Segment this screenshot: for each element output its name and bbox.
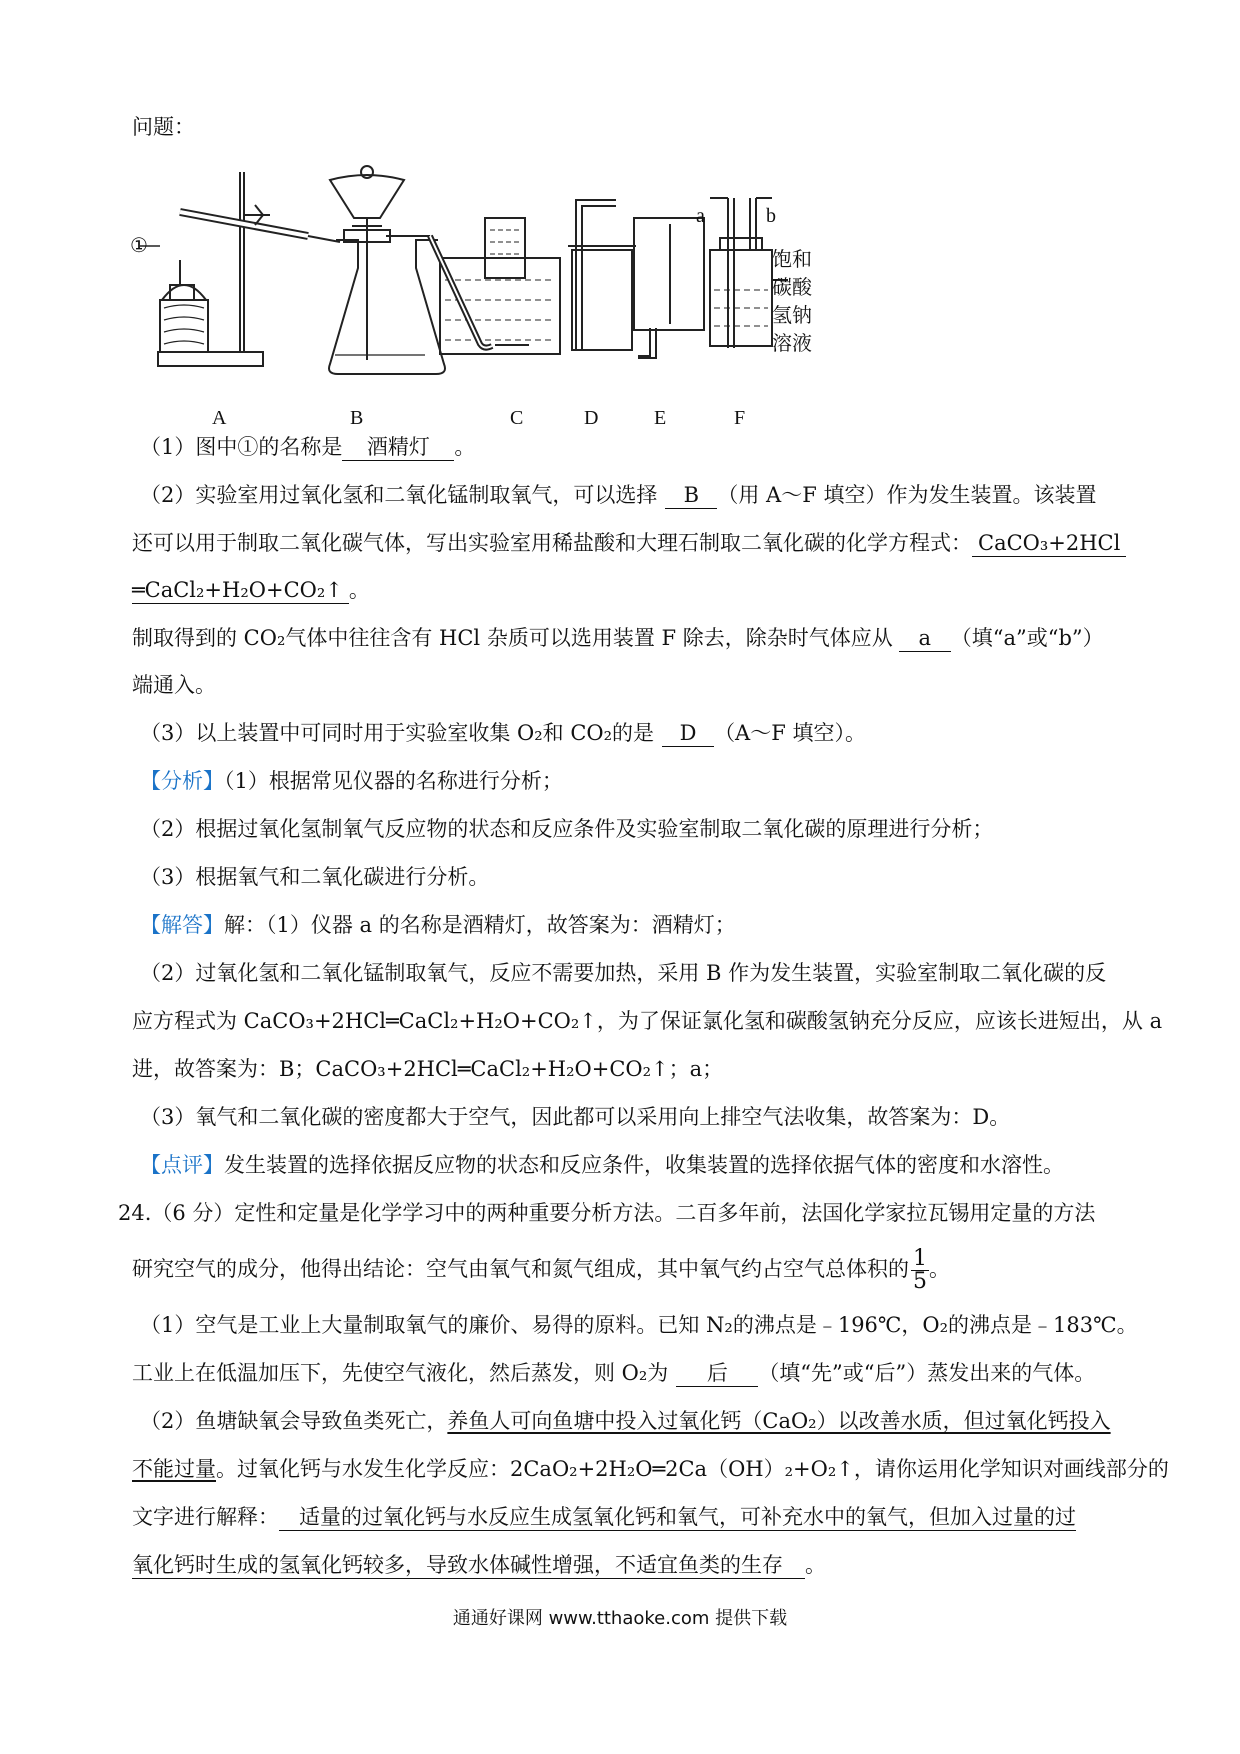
q2-answer-3: ═CaCl₂+H₂O+CO₂↑ (132, 577, 349, 604)
apparatus-a (140, 172, 340, 366)
analysis-line-3: （3）根据氧气和二氧化碳进行分析。 (140, 865, 490, 889)
q24-p2-line-3: 文字进行解释： 适量的过氧化钙与水反应生成氢氧化钙和氧气，可补充水中的氧气，但加入过量的过 (132, 1505, 1076, 1529)
q1-answer: 酒精灯 (342, 434, 454, 461)
port-a-label: a (696, 205, 705, 227)
q3-answer: D (662, 720, 714, 747)
fraction-one-fifth: $\frac{1}{5}$ (913, 1246, 927, 1294)
f-solution-1: 饱和 (772, 249, 812, 271)
solution-line-1: 【解答】解：（1）仪器 a 的名称是酒精灯，故答案为：酒精灯； (140, 913, 736, 937)
q2-line-3: ═CaCl₂+H₂O+CO₂↑ 。 (132, 578, 370, 602)
f-solution-3: 氢钠 (772, 305, 812, 327)
q24-line-1: 24.（6 分）定性和定量是化学学习中的两种重要分析方法。二百多年前，法国化学家拉瓦锡用定量的方法 (118, 1201, 1096, 1225)
figure-label-a: A (212, 407, 227, 429)
apparatus-e (634, 218, 704, 358)
analysis-tag: 【分析】 (140, 769, 224, 793)
figure-label-f: F (734, 407, 746, 429)
figure-label-d: D (584, 407, 599, 429)
apparatus-c (430, 218, 560, 354)
q24-p1-line-1: （1）空气是工业上大量制取氧气的廉价、易得的原料。已知 N₂的沸点是﹣196℃，O₂的沸点是﹣183℃。 (140, 1313, 1138, 1337)
figure-label-c: C (510, 407, 524, 429)
q24-p1-answer: 后 (676, 1360, 758, 1387)
solution-tag: 【解答】 (140, 913, 224, 937)
q2-line-2: 还可以用于制取二氧化碳气体，写出实验室用稀盐酸和大理石制取二氧化碳的化学方程式： CaCO₃+2HCl (132, 528, 1126, 558)
analysis-line-2: （2）根据过氧化氢制氧气反应物的状态和反应条件及实验室制取二氧化碳的原理进行分析； (140, 817, 994, 841)
apparatus-b (329, 166, 445, 374)
q2-answer-4: a (899, 625, 951, 652)
figure-label-b: B (350, 407, 364, 429)
q24-p2-answer-2: 氧化钙时生成的氢氧化钙较多，导致水体碱性增强，不适宜鱼类的生存 (132, 1552, 805, 1579)
q2-line-1: （2）实验室用过氧化氢和二氧化锰制取氧气，可以选择 B （用 A～F 填空）作为发生装置。该装置 (140, 483, 1097, 507)
q2-answer-1: B (665, 482, 717, 509)
q2-line-5: 端通入。 (132, 673, 216, 697)
figure-marker: ① (130, 235, 148, 257)
port-b-label: b (766, 205, 776, 227)
analysis-line-1: 【分析】（1）根据常见仪器的名称进行分析； (140, 769, 563, 793)
figure-label-e: E (654, 407, 667, 429)
solution-line-2: （2）过氧化氢和二氧化锰制取氧气，反应不需要加热，采用 B 作为发生装置，实验室制取二氧化碳的反 (140, 961, 1107, 985)
question-header: 问题： (132, 115, 195, 139)
q24-p1-line-2: 工业上在低温加压下，先使空气液化，然后蒸发，则 O₂为 后 （填“先”或“后”）蒸发出来的气体。 (132, 1361, 1096, 1385)
apparatus-figure (130, 160, 920, 430)
comment-tag: 【点评】 (140, 1153, 224, 1177)
f-solution-4: 溶液 (772, 333, 812, 355)
q24-p2-line-4: 氧化钙时生成的氢氧化钙较多，导致水体碱性增强，不适宜鱼类的生存 。 (132, 1553, 826, 1577)
f-solution-2: 碳酸 (772, 277, 812, 299)
solution-line-5: （3）氧气和二氧化碳的密度都大于空气，因此都可以采用向上排空气法收集，故答案为：D。 (140, 1105, 1011, 1129)
solution-line-3: 应方程式为 CaCO₃+2HCl═CaCl₂+H₂O+CO₂↑，为了保证氯化氢和碳酸氢钠充分反应，应该长进短出，从 a (132, 1009, 1163, 1033)
q3-line: （3）以上装置中可同时用于实验室收集 O₂和 CO₂的是 D （A～F 填空）。 (140, 721, 866, 745)
q24-p2-line-2: 不能过量。过氧化钙与水发生化学反应：2CaO₂+2H₂O═2Ca（OH）₂+O₂↑，请你运用化学知识对画线部分的 (132, 1457, 1169, 1481)
q24-p2-line-1: （2）鱼塘缺氧会导致鱼类死亡，养鱼人可向鱼塘中投入过氧化钙（CaO₂）以改善水质，但过氧化钙投入 (140, 1409, 1111, 1433)
solution-line-4: 进，故答案为：B；CaCO₃+2HCl═CaCl₂+H₂O+CO₂↑；a； (132, 1057, 724, 1081)
q2-answer-2: CaCO₃+2HCl (972, 530, 1126, 557)
comment-line: 【点评】发生装置的选择依据反应物的状态和反应条件，收集装置的选择依据气体的密度和水溶性。 (140, 1153, 1064, 1177)
q1-line: （1）图中①的名称是 酒精灯 。 (140, 435, 476, 459)
underlined-text-2: 不能过量 (132, 1457, 216, 1481)
q24-line-2: 研究空气的成分，他得出结论：空气由氧气和氮气组成，其中氧气约占空气总体积的 $\frac{1}{5}$ 。 (132, 1246, 950, 1294)
q24-p2-answer-1: 适量的过氧化钙与水反应生成氢氧化钙和氧气，可补充水中的氧气，但加入过量的过 (279, 1504, 1076, 1531)
page-footer: 通通好课网 www.tthaoke.com 提供下载 (452, 1608, 788, 1629)
apparatus-d (568, 200, 636, 350)
underlined-text-1: 养鱼人可向鱼塘中投入过氧化钙（CaO₂）以改善水质，但过氧化钙投入 (447, 1409, 1111, 1433)
q2-line-4: 制取得到的 CO₂气体中往往含有 HCl 杂质可以选用装置 F 除去，除杂时气体应从 a （填“a”或“b”） (132, 626, 1104, 650)
